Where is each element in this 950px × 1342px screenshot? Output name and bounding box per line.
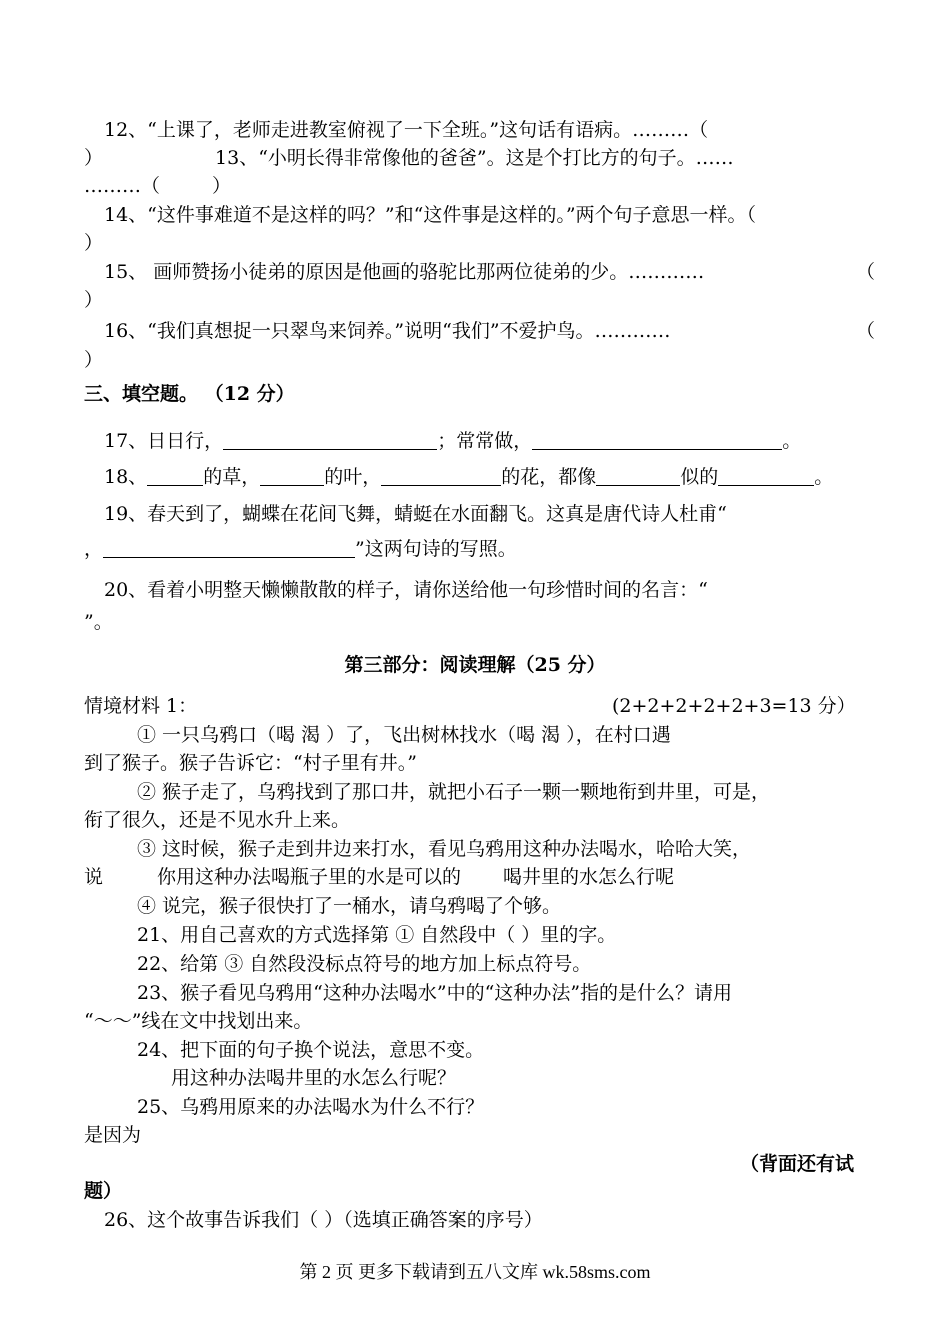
question-20-line: 20、看着小明整天懒懒散散的样子，请你送给他一句珍惜时间的名言：“ [104, 579, 708, 601]
paragraph-2: ② 猴子走了，乌鸦找到了那口井，就把小石子一颗一颗地衔到井里，可是， [137, 781, 771, 803]
back-notice-cont: 题） [84, 1180, 123, 1202]
question-16-line: 16、“我们真想捉一只翠鸟来饲养。”说明“我们”不爱护鸟。………… [104, 320, 671, 342]
paragraph-1: ① 一只乌鸦口（喝 渴 ）了，飞出树林找水（喝 渴 ），在村口遇 [137, 724, 671, 746]
question-13-line: ………（ ） [84, 175, 232, 197]
question-25: 25、乌鸦用原来的办法喝水为什么不行？ [137, 1096, 485, 1118]
blank[interactable] [103, 537, 355, 558]
blank[interactable] [596, 465, 680, 486]
material-label: 情境材料 1： [84, 695, 198, 717]
blank[interactable] [718, 465, 814, 486]
question-17-line: 17、日日行， ；常常做， 。 [104, 430, 802, 452]
back-notice: （背面还有试 [740, 1153, 855, 1175]
paragraph-2-cont: 衔了很久，还是不见水升上来。 [84, 809, 351, 831]
question-14-line: 14、“这件事难道不是这样的吗？”和“这件事是这样的。”两个句子意思一样。（ [104, 204, 757, 226]
question-15-paren: （ [856, 261, 876, 283]
paragraph-1-cont: 到了猴子。猴子告诉它：“村子里有井。” [84, 752, 417, 774]
question-12-line: 12、“上课了，老师走进教室俯视了一下全班。”这句话有语病。………（ [104, 119, 709, 141]
question-16-close: ） [84, 349, 104, 371]
part-title: 第三部分：阅读理解（25 分） [344, 654, 606, 676]
question-15-line: 15、 画师赞扬小徒弟的原因是他画的骆驼比那两位徒弟的少。………… [104, 261, 705, 283]
question-14-close: ） [84, 232, 104, 254]
question-20-cont: ”。 [84, 611, 113, 633]
question-24: 24、把下面的句子换个说法，意思不变。 [137, 1039, 485, 1061]
question-23: 23、猴子看见乌鸦用“这种办法喝水”中的“这种办法”指的是什么？请用 [137, 982, 733, 1004]
question-25-answer-prompt: 是因为 [84, 1124, 142, 1146]
question-21: 21、用自己喜欢的方式选择第 ① 自然段中（ ）里的字。 [137, 924, 617, 946]
question-19-line: 19、春天到了，蝴蝶在花间飞舞，蜻蜓在水面翻飞。这真是唐代诗人杜甫“ [104, 503, 727, 525]
paragraph-3-cont: 说 你用这种办法喝瓶子里的水是可以的 喝井里的水怎么行呢 [84, 866, 675, 888]
question-26: 26、这个故事告诉我们（ ）（选填正确答案的序号） [104, 1209, 543, 1231]
question-18-line: 18、 的草， 的叶， 的花，都像 似的 。 [104, 466, 834, 488]
question-12-13-line: ） 13、“小明长得非常像他的爸爸”。这是个打比方的句子。…… [84, 147, 734, 169]
question-23-cont: “～～”线在文中找划出来。 [84, 1010, 313, 1032]
paragraph-3: ③ 这时候，猴子走到井边来打水，看见乌鸦用这种办法喝水，哈哈大笑， [137, 838, 752, 860]
blank[interactable] [532, 429, 782, 450]
question-15-close: ） [84, 289, 104, 311]
score-breakdown: (2+2+2+2+2+3=13 分） [612, 695, 856, 717]
question-16-paren: （ [856, 320, 876, 342]
blank[interactable] [260, 465, 324, 486]
blank[interactable] [381, 465, 501, 486]
question-22: 22、给第 ③ 自然段没标点符号的地方加上标点符号。 [137, 953, 592, 975]
question-19-cont: ， ”这两句诗的写照。 [84, 538, 517, 560]
page-footer: 第 2 页 更多下载请到五八文库 wk.58sms.com [299, 1262, 651, 1282]
paragraph-4: ④ 说完，猴子很快打了一桶水，请乌鸦喝了个够。 [137, 895, 562, 917]
section-title: 三、填空题。 （12 分） [84, 383, 295, 405]
blank[interactable] [223, 429, 437, 450]
blank[interactable] [147, 465, 203, 486]
question-24-sentence: 用这种办法喝井里的水怎么行呢？ [171, 1067, 457, 1089]
